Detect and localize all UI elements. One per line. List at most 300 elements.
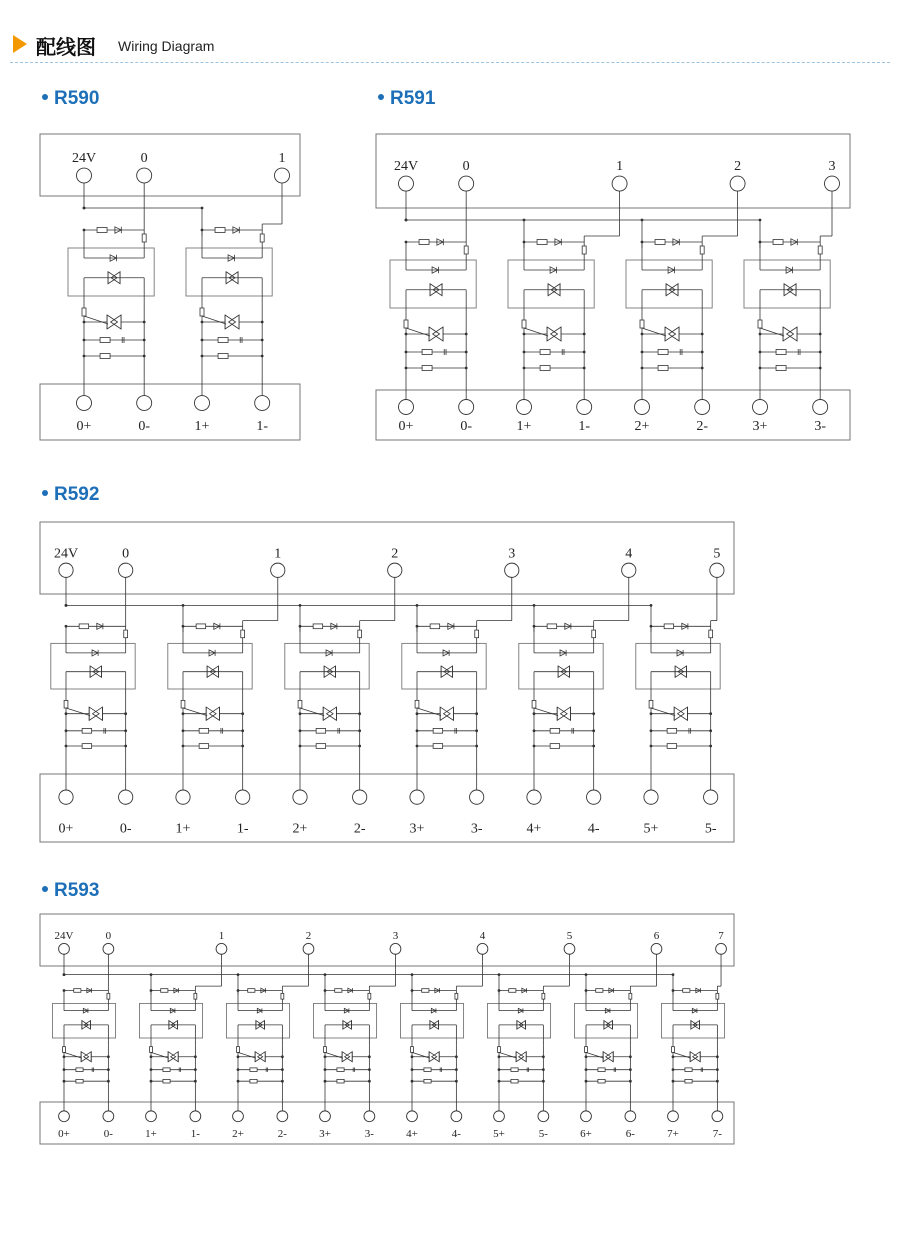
terminal-circle-bottom [410, 790, 424, 804]
signal-resistor [475, 630, 479, 638]
junction-dot [641, 333, 644, 336]
junction-dot [324, 1055, 327, 1058]
gate-resistor [498, 1047, 501, 1053]
junction-dot [583, 333, 586, 336]
junction-dot [759, 351, 762, 354]
snubber-resistor [199, 728, 209, 733]
terminal-circle-top [303, 943, 314, 954]
junction-dot [759, 367, 762, 370]
bottom-terminal-label: 3- [470, 821, 483, 837]
gate-resistor [181, 700, 185, 708]
gate-wire [499, 1052, 517, 1058]
power-triac-b [229, 315, 240, 329]
signal-resistor [709, 630, 713, 638]
gate-wire [64, 1052, 82, 1058]
terminal-circle-top [216, 943, 227, 954]
signal-resistor [818, 246, 822, 254]
terminal-circle-bottom [712, 1111, 723, 1122]
gate-wire [673, 1052, 691, 1058]
terminal-circle-bottom [625, 1111, 636, 1122]
terminal-circle-bottom [644, 790, 658, 804]
gate-resistor [324, 1047, 327, 1053]
snubber-resistor [598, 1068, 605, 1072]
junction-dot [498, 1055, 501, 1058]
junction-dot [194, 1080, 197, 1083]
power-triac-a [429, 1052, 437, 1062]
gate-wire [412, 1052, 430, 1058]
bottom-terminal-label: 2+ [292, 821, 308, 837]
junction-dot [523, 219, 526, 222]
power-triac-a [665, 327, 676, 341]
top-terminal-label: 0 [462, 159, 470, 175]
led-resistor [335, 989, 342, 993]
gate-resistor [411, 1047, 414, 1053]
junction-dot [416, 712, 419, 715]
junction-dot [641, 219, 644, 222]
snubber-resistor [337, 1068, 344, 1072]
led-resistor [161, 989, 168, 993]
top-terminal-label: 6 [653, 930, 660, 943]
junction-dot [411, 973, 414, 976]
bottom-terminal-label: 3+ [752, 419, 768, 434]
varistor [76, 1079, 83, 1083]
junction-dot [523, 333, 526, 336]
junction-dot [182, 712, 185, 715]
bottom-terminal-label: 1- [236, 821, 249, 837]
junction-dot [523, 367, 526, 370]
junction-dot [585, 1068, 588, 1071]
terminal-circle-bottom [517, 400, 532, 415]
junction-dot [201, 355, 204, 358]
junction-dot [83, 339, 86, 342]
junction-dot [358, 729, 361, 732]
terminal-circle-top [59, 943, 70, 954]
junction-dot [194, 1068, 197, 1071]
junction-dot [716, 1080, 719, 1083]
power-triac-b [432, 1052, 440, 1062]
junction-dot [182, 604, 185, 607]
junction-dot [299, 745, 302, 748]
led-resistor [509, 989, 516, 993]
signal-resistor [464, 246, 468, 254]
snubber-resistor [685, 1068, 692, 1072]
varistor [540, 366, 550, 371]
junction-dot [237, 1080, 240, 1083]
varistor [316, 744, 326, 749]
junction-dot [405, 333, 408, 336]
terminal-circle-top [612, 176, 627, 191]
junction-dot [533, 729, 536, 732]
snubber-resistor [667, 728, 677, 733]
junction-dot [650, 712, 653, 715]
led-resistor [655, 240, 665, 245]
terminal-circle-top [399, 176, 414, 191]
bottom-terminal-label: 2- [696, 419, 709, 434]
terminal-circle-bottom [77, 396, 92, 411]
gate-resistor [758, 320, 762, 328]
bottom-terminal-label: 3+ [319, 1127, 331, 1140]
led-resistor [248, 989, 255, 993]
junction-dot [672, 973, 675, 976]
terminal-circle-top [622, 563, 636, 577]
led-resistor [97, 228, 107, 233]
signal-resistor [358, 630, 362, 638]
gate-wire [66, 708, 90, 716]
varistor [667, 744, 677, 749]
varistor [685, 1079, 692, 1083]
terminal-circle-bottom [813, 400, 828, 415]
bottom-terminal-label: 1+ [145, 1127, 157, 1140]
signal-resistor [592, 630, 596, 638]
junction-dot [63, 1055, 66, 1058]
signal-resistor [260, 234, 264, 242]
terminal-circle-bottom [255, 396, 270, 411]
power-triac-b [327, 707, 337, 720]
snubber-resistor [433, 728, 443, 733]
terminal-circle-top [710, 563, 724, 577]
wiring-diagram-r591 [376, 134, 850, 440]
terminal-block-bottom [376, 390, 850, 440]
power-triac-a [674, 707, 684, 720]
snubber-resistor [422, 350, 432, 355]
junction-dot [701, 333, 704, 336]
gate-wire [238, 1052, 256, 1058]
led-resistor [683, 989, 690, 993]
wiring-diagram-r593 [40, 914, 734, 1144]
junction-dot [716, 1055, 719, 1058]
terminal-circle-bottom [581, 1111, 592, 1122]
junction-dot [701, 367, 704, 370]
bottom-terminal-label: 7- [712, 1127, 722, 1140]
gate-wire [642, 328, 666, 336]
bullet-icon [42, 490, 48, 496]
top-terminal-label: 3 [508, 546, 516, 562]
junction-dot [672, 1080, 675, 1083]
varistor [337, 1079, 344, 1083]
power-triac-a [255, 1052, 263, 1062]
terminal-circle-bottom [753, 400, 768, 415]
junction-dot [358, 712, 361, 715]
junction-dot [641, 351, 644, 354]
section-title-0: R590 [42, 88, 99, 110]
power-triac-b [678, 707, 688, 720]
terminal-circle-top [275, 168, 290, 183]
power-triac-a [783, 327, 794, 341]
junction-dot [650, 745, 653, 748]
snubber-resistor [218, 338, 228, 343]
terminal-circle-top [505, 563, 519, 577]
varistor [424, 1079, 431, 1083]
top-terminal-label: 2 [734, 159, 742, 175]
terminal-circle-bottom [146, 1111, 157, 1122]
gate-wire [84, 316, 108, 324]
bullet-icon [42, 94, 48, 100]
terminal-circle-bottom [195, 396, 210, 411]
bottom-terminal-label: 3- [814, 419, 827, 434]
snubber-resistor [100, 338, 110, 343]
bottom-terminal-label: 4+ [526, 821, 542, 837]
terminal-circle-bottom [277, 1111, 288, 1122]
junction-dot [299, 712, 302, 715]
power-triac-a [168, 1052, 176, 1062]
led-resistor [664, 624, 674, 629]
signal-resistor [700, 246, 704, 254]
junction-dot [324, 973, 327, 976]
top-terminal-label: 4 [625, 546, 633, 562]
top-terminal-label: 5 [566, 930, 573, 943]
snubber-resistor [82, 728, 92, 733]
bottom-terminal-label: 0+ [58, 821, 74, 837]
terminal-circle-top [825, 176, 840, 191]
power-triac-b [345, 1052, 353, 1062]
gate-wire [760, 328, 784, 336]
junction-dot [107, 1055, 110, 1058]
junction-dot [83, 207, 86, 210]
junction-dot [629, 1055, 632, 1058]
top-terminal-label: 0 [140, 151, 148, 167]
varistor [199, 744, 209, 749]
junction-dot [709, 745, 712, 748]
power-triac-b [84, 1052, 92, 1062]
top-terminal-label: 2 [391, 546, 399, 562]
junction-dot [281, 1055, 284, 1058]
junction-dot [759, 219, 762, 222]
terminal-circle-bottom [470, 790, 484, 804]
snubber-resistor [76, 1068, 83, 1072]
terminal-circle-bottom [233, 1111, 244, 1122]
wiring-diagram-r592 [40, 522, 734, 842]
signal-resistor [368, 993, 371, 999]
junction-dot [542, 1055, 545, 1058]
terminal-block-bottom [40, 774, 734, 842]
junction-dot [455, 1055, 458, 1058]
gate-resistor [522, 320, 526, 328]
power-triac-b [669, 327, 680, 341]
power-triac-b [444, 707, 454, 720]
junction-dot [368, 1080, 371, 1083]
junction-dot [583, 367, 586, 370]
junction-dot [201, 339, 204, 342]
gate-resistor [63, 1047, 66, 1053]
junction-dot [65, 712, 68, 715]
bottom-terminal-label: 5+ [493, 1127, 505, 1140]
power-triac-b [171, 1052, 179, 1062]
terminal-circle-top [564, 943, 575, 954]
junction-dot [641, 367, 644, 370]
led-resistor [430, 624, 440, 629]
bottom-terminal-label: 2- [353, 821, 366, 837]
junction-dot [498, 1080, 501, 1083]
top-terminal-label: 0 [122, 546, 130, 562]
gate-wire [300, 708, 324, 716]
power-triac-a [225, 315, 236, 329]
signal-resistor [629, 993, 632, 999]
section-title-1: R591 [378, 88, 435, 110]
junction-dot [405, 367, 408, 370]
gate-wire [534, 708, 558, 716]
top-terminal-label: 7 [718, 930, 724, 943]
power-triac-a [547, 327, 558, 341]
gate-resistor [585, 1047, 588, 1053]
terminal-circle-top [459, 176, 474, 191]
varistor [776, 366, 786, 371]
led-resistor [196, 624, 206, 629]
gate-wire [524, 328, 548, 336]
top-terminal-label: 0 [105, 930, 112, 943]
terminal-circle-bottom [538, 1111, 549, 1122]
gate-wire [586, 1052, 604, 1058]
page-title: 配线图 [36, 35, 96, 59]
varistor [100, 354, 110, 359]
led-resistor [537, 240, 547, 245]
terminal-circle-bottom [353, 790, 367, 804]
bottom-terminal-label: 4- [587, 821, 600, 837]
top-terminal-label: 5 [713, 546, 721, 562]
junction-dot [261, 355, 264, 358]
power-triac-b [210, 707, 220, 720]
junction-dot [124, 745, 127, 748]
gate-resistor [415, 700, 419, 708]
bottom-terminal-label: 0+ [58, 1127, 70, 1140]
terminal-circle-bottom [59, 790, 73, 804]
junction-dot [475, 729, 478, 732]
terminal-circle-top [103, 943, 114, 954]
terminal-circle-bottom [695, 400, 710, 415]
junction-dot [150, 1068, 153, 1071]
terminal-circle-bottom [668, 1111, 679, 1122]
junction-dot [65, 745, 68, 748]
bottom-terminal-label: 7+ [667, 1127, 679, 1140]
varistor [422, 366, 432, 371]
junction-dot [150, 1055, 153, 1058]
gate-resistor [150, 1047, 153, 1053]
junction-dot [405, 351, 408, 354]
junction-dot [241, 745, 244, 748]
junction-dot [585, 973, 588, 976]
gate-wire [406, 328, 430, 336]
led-resistor [773, 240, 783, 245]
gate-resistor [640, 320, 644, 328]
junction-dot [759, 333, 762, 336]
bottom-terminal-label: 2- [277, 1127, 287, 1140]
power-triac-b [433, 327, 444, 341]
varistor [658, 366, 668, 371]
junction-dot [592, 729, 595, 732]
junction-dot [324, 1080, 327, 1083]
gate-wire [651, 708, 675, 716]
junction-dot [411, 1068, 414, 1071]
junction-dot [201, 321, 204, 324]
junction-dot [281, 1080, 284, 1083]
top-terminal-label: 24V [71, 151, 97, 167]
bottom-terminal-label: 5+ [643, 821, 659, 837]
gate-wire [183, 708, 207, 716]
arrow-icon [13, 35, 27, 53]
bottom-terminal-label: 0- [103, 1127, 113, 1140]
junction-dot [299, 604, 302, 607]
bottom-terminal-label: 2+ [232, 1127, 244, 1140]
gate-resistor [404, 320, 408, 328]
bottom-terminal-label: 0- [460, 419, 473, 434]
terminal-circle-bottom [103, 1111, 114, 1122]
led-resistor [422, 989, 429, 993]
varistor [598, 1079, 605, 1083]
wiring-diagram-r590 [40, 134, 300, 440]
junction-dot [455, 1068, 458, 1071]
junction-dot [107, 1080, 110, 1083]
gate-resistor [298, 700, 302, 708]
junction-dot [629, 1080, 632, 1083]
junction-dot [65, 604, 68, 607]
power-triac-b [93, 707, 103, 720]
power-triac-b [519, 1052, 527, 1062]
top-terminal-label: 3 [828, 159, 836, 175]
led-resistor [313, 624, 323, 629]
junction-dot [465, 367, 468, 370]
gate-resistor [64, 700, 68, 708]
power-triac-a [440, 707, 450, 720]
top-terminal-label: 3 [392, 930, 399, 943]
junction-dot [583, 351, 586, 354]
terminal-circle-top [730, 176, 745, 191]
power-triac-b [111, 315, 122, 329]
signal-resistor [455, 993, 458, 999]
signal-resistor [241, 630, 245, 638]
gate-wire [325, 1052, 343, 1058]
varistor [511, 1079, 518, 1083]
junction-dot [585, 1080, 588, 1083]
led-resistor [419, 240, 429, 245]
signal-resistor [542, 993, 545, 999]
junction-dot [533, 712, 536, 715]
top-terminal-label: 1 [616, 159, 624, 175]
top-terminal-label: 24V [393, 159, 419, 175]
junction-dot [629, 1068, 632, 1071]
junction-dot [455, 1080, 458, 1083]
signal-resistor [716, 993, 719, 999]
junction-dot [592, 745, 595, 748]
junction-dot [819, 333, 822, 336]
terminal-circle-bottom [451, 1111, 462, 1122]
snubber-resistor [316, 728, 326, 733]
page-subtitle: Wiring Diagram [118, 38, 215, 54]
junction-dot [650, 604, 653, 607]
bullet-icon [42, 886, 48, 892]
led-resistor [596, 989, 603, 993]
signal-resistor [142, 234, 146, 242]
bottom-terminal-label: 0+ [398, 419, 414, 434]
junction-dot [83, 321, 86, 324]
snubber-resistor [511, 1068, 518, 1072]
power-triac-b [787, 327, 798, 341]
bottom-terminal-label: 1+ [175, 821, 191, 837]
junction-dot [523, 351, 526, 354]
gate-resistor [649, 700, 653, 708]
junction-dot [411, 1055, 414, 1058]
junction-dot [281, 1068, 284, 1071]
signal-resistor [107, 993, 110, 999]
led-resistor [74, 989, 81, 993]
gate-wire [151, 1052, 169, 1058]
signal-resistor [194, 993, 197, 999]
bottom-terminal-label: 6- [625, 1127, 635, 1140]
terminal-circle-top [59, 563, 73, 577]
junction-dot [650, 729, 653, 732]
junction-dot [63, 973, 66, 976]
bottom-terminal-label: 1- [256, 419, 269, 434]
junction-dot [65, 729, 68, 732]
power-triac-a [342, 1052, 350, 1062]
